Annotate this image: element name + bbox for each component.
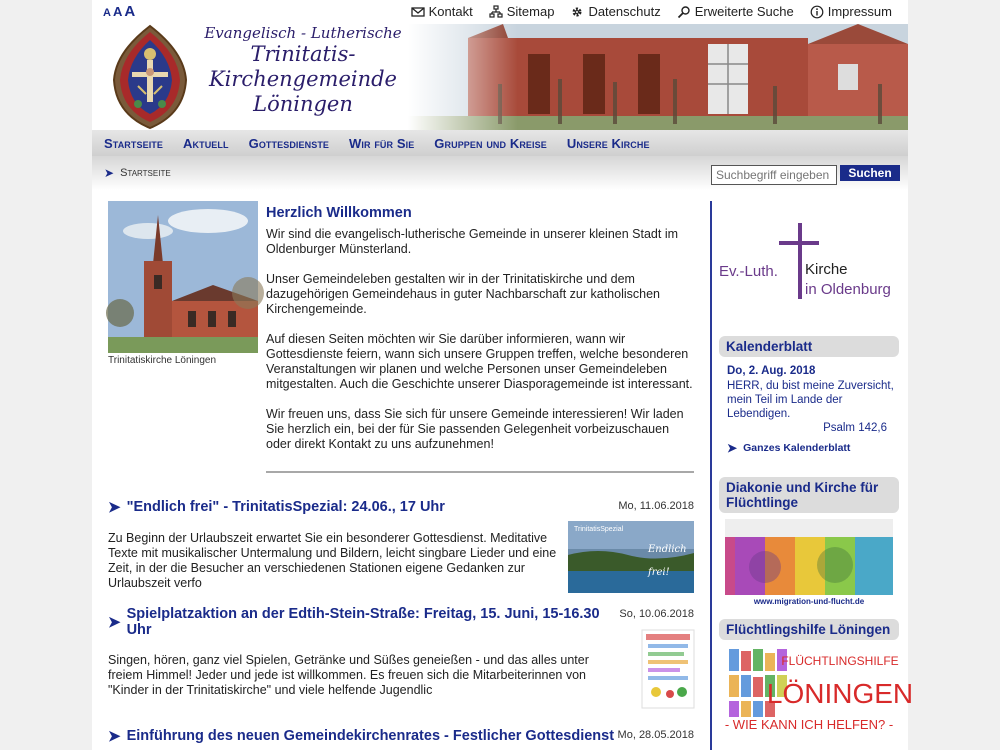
sitemap-icon xyxy=(489,5,503,19)
news-title: Einführung des neuen Gemeindekirchenrates - Festlicher Gottesdienst xyxy=(126,728,615,744)
search-button[interactable]: Suchen xyxy=(840,165,900,181)
top-link-label: Sitemap xyxy=(506,4,555,19)
calendar-date: Do, 2. Aug. 2018 xyxy=(727,365,816,377)
search-input[interactable] xyxy=(711,165,837,185)
mail-icon xyxy=(411,5,425,19)
top-link-datenschutz[interactable] xyxy=(570,4,660,19)
news-item xyxy=(108,498,694,590)
sidebar-divider xyxy=(710,201,712,750)
news-title: Spielplatzaktion an der Edtih-Stein-Straße: Freitag, 15. Juni, 15-16.30 Uhr xyxy=(126,606,600,638)
news-item xyxy=(108,606,694,699)
top-links xyxy=(411,4,892,19)
font-size-large-button[interactable]: A xyxy=(124,3,136,20)
font-size-small-button[interactable]: A xyxy=(103,7,111,19)
logo-text: in Oldenburg xyxy=(805,281,891,298)
site-title-line1: Evangelisch - Lutherische xyxy=(204,24,402,42)
fluechtlingshilfe-loeningen-banner[interactable] xyxy=(724,645,914,737)
church-window-logo[interactable] xyxy=(110,24,190,130)
search-icon xyxy=(677,5,691,19)
banner-text: LÖNINGEN xyxy=(766,678,914,709)
news-title: "Endlich frei" - TrinitatisSpezial: 24.06., 17 Uhr xyxy=(126,499,445,515)
arrow-right-icon: ➤ xyxy=(108,614,121,631)
banner-text: FLÜCHTLINGSHILFE xyxy=(781,654,899,668)
arrow-right-icon: ➤ xyxy=(108,499,121,516)
breadcrumb xyxy=(104,166,171,180)
nav-item-gottesdienste[interactable]: Gottesdienste xyxy=(248,135,330,151)
nav-item-aktuell[interactable]: Aktuell xyxy=(183,135,229,151)
welcome-paragraph: Unser Gemeindeleben gestalten wir in der Trinitatiskirche und dem dazugehörigen Gemeindehaus in guter Nachbarschaft zur katholischen Kirchengemeinde. xyxy=(266,272,660,316)
site-title[interactable] xyxy=(188,24,418,117)
church-photo-caption: Trinitatiskirche Löningen xyxy=(108,355,217,366)
top-link-impressum[interactable] xyxy=(810,4,892,19)
nav-item-gruppen-und-kreise[interactable]: Gruppen und Kreise xyxy=(434,135,547,151)
calendar-full-link-label: Ganzes Kalenderblatt xyxy=(743,442,851,454)
sidebar-heading-kalenderblatt: Kalenderblatt xyxy=(719,336,899,357)
news-date: Mo, 28.05.2018 xyxy=(617,729,694,741)
top-link-label: Erweiterte Suche xyxy=(694,4,794,19)
news-image-spielplatz-flyer[interactable] xyxy=(642,630,694,708)
news-image-label: frei! xyxy=(648,567,670,578)
news-date: Mo, 11.06.2018 xyxy=(618,500,694,512)
top-link-kontakt[interactable] xyxy=(411,4,473,19)
church-header-photo xyxy=(408,24,908,130)
main-content xyxy=(108,201,694,750)
news-date: So, 10.06.2018 xyxy=(619,608,694,620)
top-link-label: Kontakt xyxy=(428,4,473,19)
gear-icon xyxy=(570,5,584,19)
welcome-paragraph: Auf diesen Seiten möchten wir Sie darüber informieren, wann wir Gottesdienste feiern, wann sich unsere Gruppen treffen, welche besonderen Veranstaltungen wir planen und welche Personen unser Gemeindeleben mitgestalten. Auch die Geschichte unserer Diasporagemeinde ist interessant. xyxy=(266,332,693,391)
sidebar-heading-diakonie: Diakonie und Kirche für Flüchtlinge xyxy=(719,477,899,513)
ev-luth-kirche-oldenburg-logo[interactable] xyxy=(719,223,901,303)
news-title-link[interactable] xyxy=(108,727,614,745)
welcome-section xyxy=(266,205,694,467)
news-item xyxy=(108,727,694,745)
site-title-line2: Trinitatis- xyxy=(250,42,356,66)
page xyxy=(92,0,914,750)
font-size-medium-button[interactable]: A xyxy=(112,4,123,19)
diakonie-url: www.migration-und-flucht.de xyxy=(753,597,865,606)
top-link-sitemap[interactable] xyxy=(489,4,555,19)
site-header xyxy=(92,24,908,130)
calendar-full-link[interactable] xyxy=(727,441,850,455)
logo-text: Kirche xyxy=(805,261,848,278)
site-title-line4: Löningen xyxy=(253,92,353,116)
welcome-paragraph: Wir freuen uns, dass Sie sich für unsere Gemeinde interessieren! Wir laden Sie herzlich ein, bei der für Sie passenden Gelegenheit vorbeizuschauen oder direkt Kontakt zu uns aufzunehmen! xyxy=(266,407,684,451)
arrow-right-icon: ➤ xyxy=(108,728,121,745)
news-teaser: Singen, hören, ganz viel Spielen, Getränke und Süßes geneießen - und das alles unter freiem Himmel! Jeder und jede ist willkommen. Es freuen sich die Mitarbeiterinnen von "Kinder in der Trinitatiskirche" und viele helfende Jugendlic xyxy=(108,653,589,697)
news-teaser: Zu Beginn der Urlaubszeit erwartet Sie ein besonderer Gottesdienst. Meditative Texte mit musikalischer Untermalung und Bildern, leicht singbare Lieder und eine Zeit, in der die Besucher an verschiedenen Stationen eigene Gedanken zur Urlaubszeit verfo xyxy=(108,531,557,590)
nav-item-unsere-kirche[interactable]: Unsere Kirche xyxy=(566,135,650,151)
top-link-label: Impressum xyxy=(827,4,892,19)
calendar-verse: HERR, du bist meine Zuversicht, mein Teil im Lande der Lebendigen. xyxy=(727,380,894,420)
nav-item-startseite[interactable]: Startseite xyxy=(104,135,164,151)
font-size-controls xyxy=(103,3,135,21)
top-link-label: Datenschutz xyxy=(588,4,661,19)
banner-text: - WIE KANN ICH HELFEN? - xyxy=(724,717,894,732)
divider xyxy=(266,471,694,473)
nav-item-wir-fuer-sie[interactable]: Wir für Sie xyxy=(349,135,415,151)
arrow-right-icon: ➤ xyxy=(727,441,738,455)
news-image-label: Endlich xyxy=(648,544,687,555)
arrow-right-icon: ➤ xyxy=(104,166,115,180)
church-photo[interactable] xyxy=(108,201,258,353)
calendar-reference: Psalm 142,6 xyxy=(823,422,887,434)
site-title-line3: Kirchengemeinde xyxy=(208,67,397,91)
news-image-label: TrinitatisSpezial xyxy=(574,526,624,533)
sidebar-heading-fluechtlingshilfe: Flüchtlingshilfe Löningen xyxy=(719,619,899,640)
breadcrumb-item-startseite[interactable]: Startseite xyxy=(120,167,171,179)
news-title-link[interactable] xyxy=(108,498,445,516)
welcome-paragraph: Wir sind die evangelisch-lutherische Gemeinde in unserer kleinen Stadt im Oldenburger Münsterland. xyxy=(266,227,679,256)
main-nav xyxy=(92,130,908,156)
news-image-endlich-frei[interactable] xyxy=(568,521,694,593)
top-link-erweiterte-suche[interactable] xyxy=(677,4,794,19)
diakonie-fluechtlinge-banner[interactable] xyxy=(725,519,893,607)
news-title-link[interactable] xyxy=(108,606,619,638)
info-icon xyxy=(810,5,824,19)
logo-text: Ev.-Luth. xyxy=(719,263,778,280)
welcome-title: Herzlich Willkommen xyxy=(266,205,412,221)
